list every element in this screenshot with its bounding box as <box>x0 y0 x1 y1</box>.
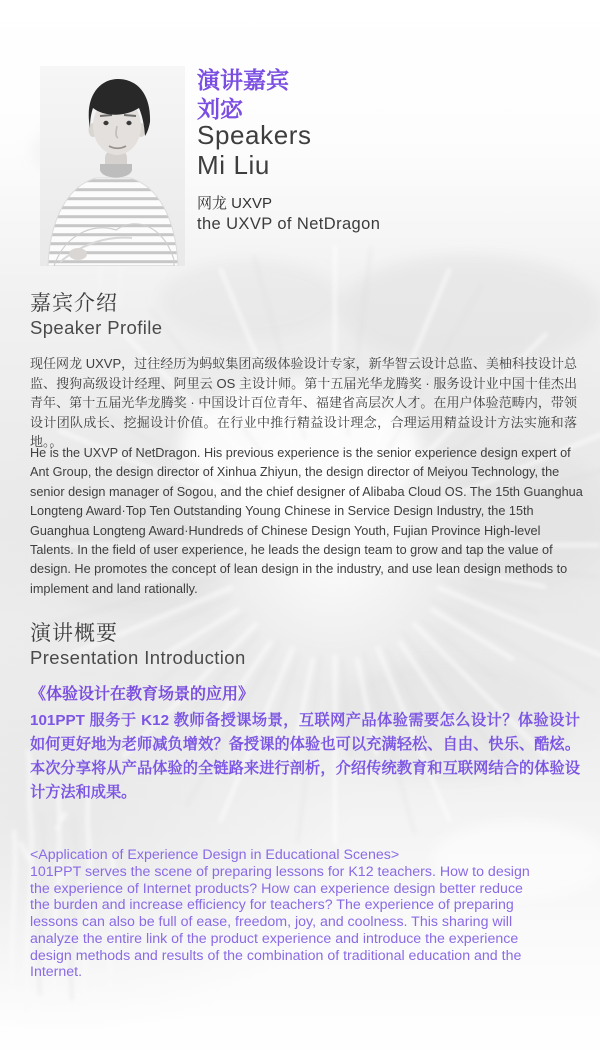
speaker-role-en: the UXVP of NetDragon <box>197 215 381 233</box>
presentation-body-en: 101PPT serves the scene of preparing lessons for K12 teachers. How to design the experience of Internet products? How can experience design better reduce the burden and increase efficiency for teachers? The experience of preparing lessons can also be full of ease, freedom, joy, and coolness. This sharing will analyze the entire link of the product experience and introduce the experience design methods and results of the combination of traditional education and the Internet. <box>30 864 530 981</box>
profile-body-zh: 现任网龙 UXVP，过往经历为蚂蚁集团高级体验设计专家，新华智云设计总监、美柚科技设计总监、搜狗高级设计经理、阿里云 OS 主设计师。第十五届光华龙腾奖 · 服务设计业中国十佳杰出青年、第十五届光华龙腾奖 · 中国设计百位青年、福建省高层次人才。在用户体验范畴内，带领设计团队成长、挖掘设计价值。在行业中推行精益设计理念，合理运用精益设计方法实施和落地。。 <box>30 356 577 449</box>
speaker-name-zh: 刘宓 <box>197 96 243 122</box>
speaker-name-en: Mi Liu <box>197 150 270 180</box>
speaker-portrait-illustration <box>40 66 185 266</box>
presentation-heading-zh: 演讲概要 <box>30 622 118 645</box>
speaker-photo <box>40 66 185 266</box>
profile-heading-en: Speaker Profile <box>30 317 163 338</box>
presentation-heading-en: Presentation Introduction <box>30 647 246 668</box>
presentation-body-zh: 101PPT 服务于 K12 教师备授课场景，互联网产品体验需要怎么设计？体验设计如何更好地为老师减负增效？备授课的体验也可以充满轻松、自由、快乐、酷炫。本次分享将从产品体验的全链路来进行剖析，介绍传统教育和互联网结合的体验设计方法和成果。 <box>30 712 580 801</box>
speaker-label-zh: 演讲嘉宾 <box>197 67 289 93</box>
profile-body-en: He is the UXVP of NetDragon. His previous experience is the senior experience design expert of Ant Group, the design director of Xinhua Zhiyun, the design director of Meiyou Technology, the senior design manager of Sogou, and the chief designer of Alibaba Cloud OS. The 15th Guanghua Longteng Award·Top Ten Outstanding Young Chinese in Service Design Industry, the 15th Guanghua Longteng Award·Hundreds of Chinese Design Youth, Fujian Province High-level Talents. In the field of user experience, he leads the design team to grow and tap the value of design. He promotes the concept of lean design in the industry, and use lean design methods to implement and land rationally. <box>30 446 583 596</box>
speaker-role-zh: 网龙 UXVP <box>197 195 273 212</box>
speaker-title-en <box>197 120 312 180</box>
speaker-label-en: Speakers <box>197 120 312 150</box>
talk-title-zh: 《体验设计在教育场景的应用》 <box>30 686 255 703</box>
speaker-title-zh <box>197 66 289 124</box>
talk-title-en: <Application of Experience Design in Educational Scenes> <box>30 847 400 863</box>
profile-heading-zh: 嘉宾介绍 <box>30 292 118 315</box>
